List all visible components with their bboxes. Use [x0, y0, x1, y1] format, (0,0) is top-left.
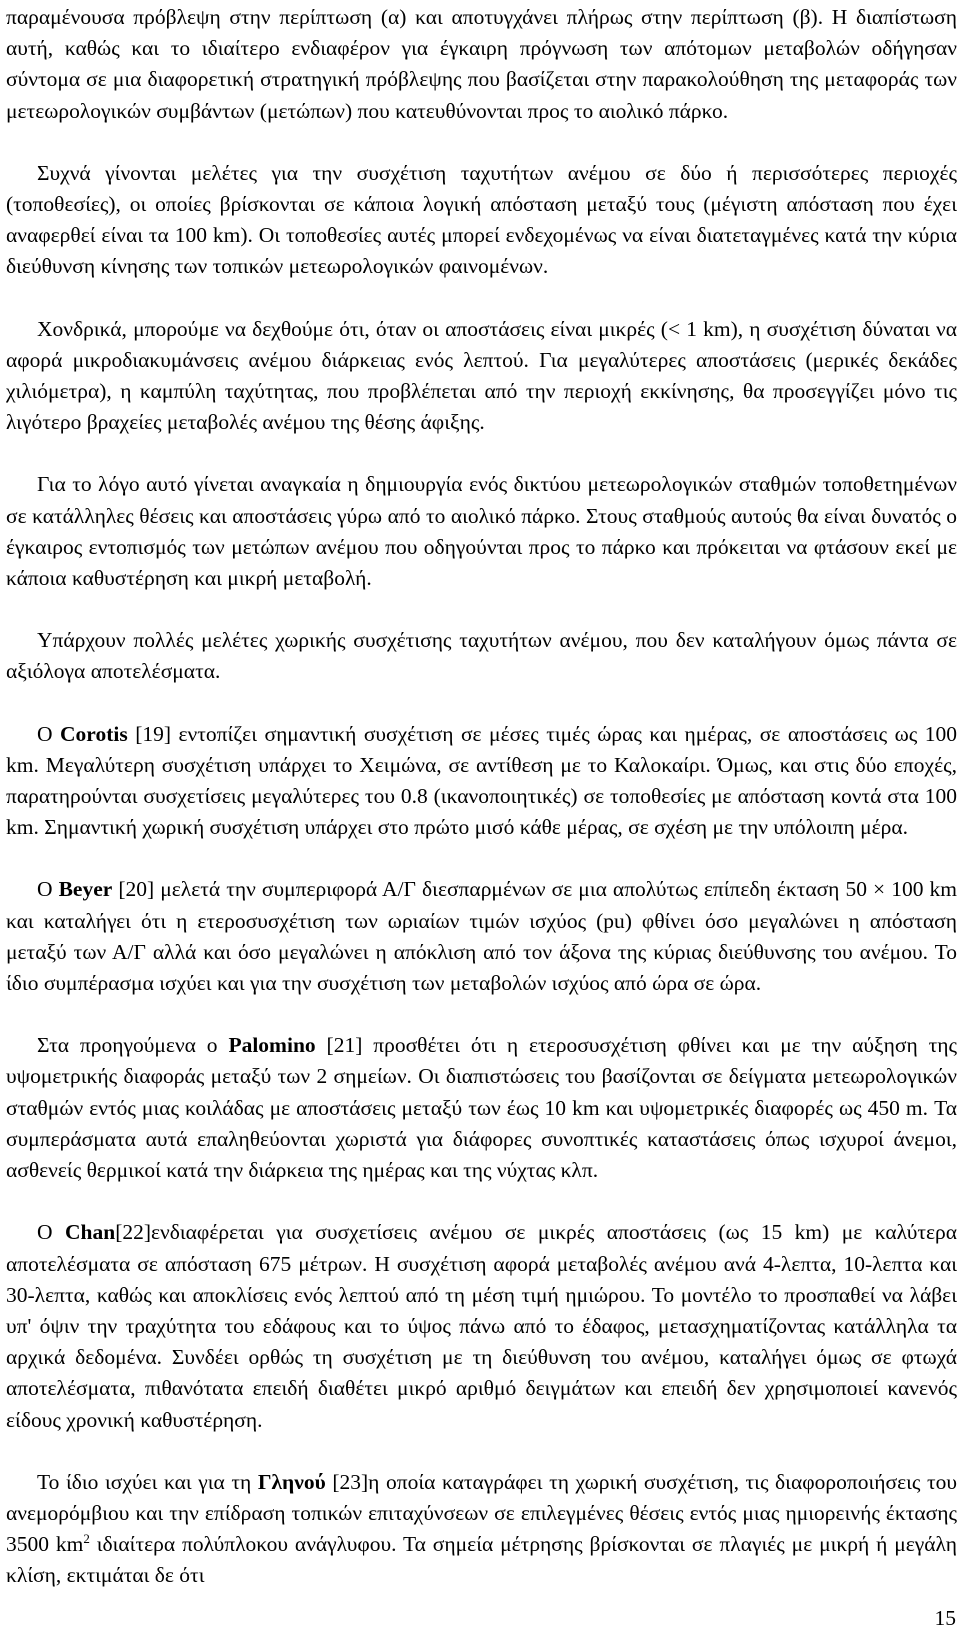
paragraph-distance-scales: Χονδρικά, μπορούμε να δεχθούμε ότι, όταν οι αποστάσεις είναι μικρές (< 1 km), η συσχέτιση δύναται να αφορά μικροδιακυμάνσεις ανέμου διάρκειας ενός λεπτού. Για μεγαλύτερες αποστάσεις (μερικές δεκάδες χιλιόμετρα), η καμπύλη ταχύτητας, που προβλέπεται από την περιοχή εκκίνησης, θα προσεγγίζει μόνο τις λιγότερο βραχείες μεταβολές ανέμου της θέσης άφιξης. [6, 316, 957, 435]
author-beyer: Beyer [58, 877, 113, 902]
author-chan: Chan [64, 1220, 116, 1245]
page-number: 15 [934, 1606, 956, 1630]
author-corotis: Corotis [60, 721, 128, 746]
paragraph-corotis: Ο Corotis [19] εντοπίζει σημαντική συσχέτιση σε μέσες τιμές ώρας και ημέρας, σε αποστάσεις ως 100 km. Μεγαλύτερη συσχέτιση υπάρχει το Χειμώνα, σε αντίθεση με το Καλοκαίρι. Όμως, και στις δύο εποχές, παρατηρούνται συσχετίσεις μεγαλύτερες του 0.8 (ικανοποιητικές) σε τοποθεσίες με απόσταση κοντά στα 100 km. Σημαντική χωρική συσχέτιση υπάρχει στο πρώτο μισό κάθε μέρας, σε σχέση με την υπόλοιπη μέρα. [6, 721, 957, 840]
paragraph-forecast-strategy: παραμένουσα πρόβλεψη στην περίπτωση (α) και αποτυγχάνει πλήρως στην περίπτωση (β). Η διαπίστωση αυτή, καθώς και το ιδιαίτερο ενδιαφέρον για έγκαιρη πρόγνωση των απότομων μεταβολών οδήγησαν σύντομα σε μια διαφορετική στρατηγική πρόβλεψης που βασίζεται στην παρακολούθηση της μεταφοράς των μετεωρολογικών συμβάντων (μετώπων) που κατευθύνονται προς το αιολικό πάρκο. [6, 5, 957, 123]
paragraph-beyer: Ο Beyer [20] μελετά την συμπεριφορά Α/Γ διεσπαρμένων σε μια απολύτως επίπεδη έκταση 50 × 100 km και καταλήγει ότι η ετεροσυσχέτιση των ωριαίων τιμών ισχύος (pu) φθίνει όσο μεγαλώνει η απόσταση μεταξύ των Α/Γ αλλά και όσο μεγαλώνει η απόκλιση από τον άξονα της κύριας διεύθυνσης του ανέμου. Το ίδιο συμπέρασμα ισχύει και για την συσχέτιση των μεταβολών ισχύος από ώρα σε ώρα. [6, 877, 958, 996]
paragraph-wind-speed-correlation: Συχνά γίνονται μελέτες για την συσχέτιση ταχυτήτων ανέμου σε δύο ή περισσότερες περιοχές (τοποθεσίες), οι οποίες βρίσκονται σε κάποια λογική απόσταση μεταξύ τους (μέγιστη απόσταση που έχει αναφερθεί είναι τα 100 km). Οι τοποθεσίες αυτές μπορεί ενδεχομένως να είναι διατεταγμένες κατά την κύρια διεύθυνση κίνησης των τοπικών μετεωρολογικών φαινομένων. [6, 160, 957, 279]
paragraph-station-network: Για το λόγο αυτό γίνεται αναγκαία η δημιουργία ενός δικτύου μετεωρολογικών σταθμών τοποθετημένων σε κατάλληλες θέσεις και αποστάσεις γύρω από το αιολικό πάρκο. Στους σταθμούς αυτούς θα είναι δυνατός ο έγκαιρος εντοπισμός των μετώπων ανέμου που οδηγούνται προς το πάρκο και πρόκειται να φτάσουν εκεί με κάποια καθυστέρηση και μικρή μεταβολή. [6, 472, 957, 591]
body-text [6, 2, 957, 1592]
paragraph-spatial-studies: Υπάρχουν πολλές μελέτες χωρικής συσχέτισης ταχυτήτων ανέμου, που δεν καταλήγουν όμως πάντα σε αξιόλογα αποτελέσματα. [6, 628, 957, 684]
paragraph-palomino: Στα προηγούμενα ο Palomino [21] προσθέτει ότι η ετεροσυσχέτιση φθίνει και με την αύξηση της υψομετρικής διαφοράς μεταξύ των 2 σημείων. Οι διαπιστώσεις του βασίζονται σε δείγματα μετεωρολογικών σταθμών εντός μιας κοιλάδας με αποστάσεις μεταξύ των έως 10 km και υψομετρικές διαφορές ως 450 m. Τα συμπεράσματα αυτά επαληθεύονται χωριστά για διάφορες συνοπτικές καταστάσεις όπως ισχυροί άνεμοι, ασθενείς θερμικοί κατά την διάρκεια της ημέρας και της νύχτας κλπ. [6, 1033, 957, 1183]
paragraph-glinou: Το ίδιο ισχύει και για τη Γληνού [23]η οποία καταγράφει τη χωρική συσχέτιση, τις διαφοροποιήσεις του ανεμορόμβιου και την επίδραση τοπικών επιταχύνσεων σε επιλεγμένες θέσεις εντός μιας ημιορεινής έκτασης 3500 $km^2$ ιδιαίτερα πολύπλοκου ανάγλυφου. Τα σημεία μέτρησης βρίσκονται σε πλαγιές με μικρή ή μεγάλη κλίση, εκτιμάται δε ότι [6, 1469, 958, 1588]
author-glinou: Γληνού [257, 1469, 326, 1494]
author-palomino: Palomino [228, 1033, 316, 1058]
paragraph-chan: Ο Chan[22]ενδιαφέρεται για συσχετίσεις ανέμου σε μικρές αποστάσεις (ως 15 km) με καλύτερα αποτελέσματα σε απόσταση 675 μέτρων. Η συσχέτιση αφορά μεταβολές ανέμου ανά 4-λεπτα, 10-λεπτα και 30-λεπτα, καθώς και αποκλίσεις ενός λεπτού από τη μέση τιμή ημιώρου. Το μοντέλο το προσπαθεί να λάβει υπ' όψιν την τραχύτητα του εδάφους και το ύψος πάνω από το έδαφος, μετασχηματίζοντας κατάλληλα τα αρχικά δεδομένα. Συνδέει ορθώς τη συσχέτιση με τη διεύθυνση του ανέμου, καταλήγει όμως σε φτωχά αποτελέσματα, πιθανότατα επειδή διαθέτει μικρό αριθμό δειγμάτων και επειδή δεν χρησιμοποιεί κανενός είδους χρονική καθυστέρηση. [6, 1220, 958, 1432]
superscript-squared: 2 [83, 1531, 90, 1547]
